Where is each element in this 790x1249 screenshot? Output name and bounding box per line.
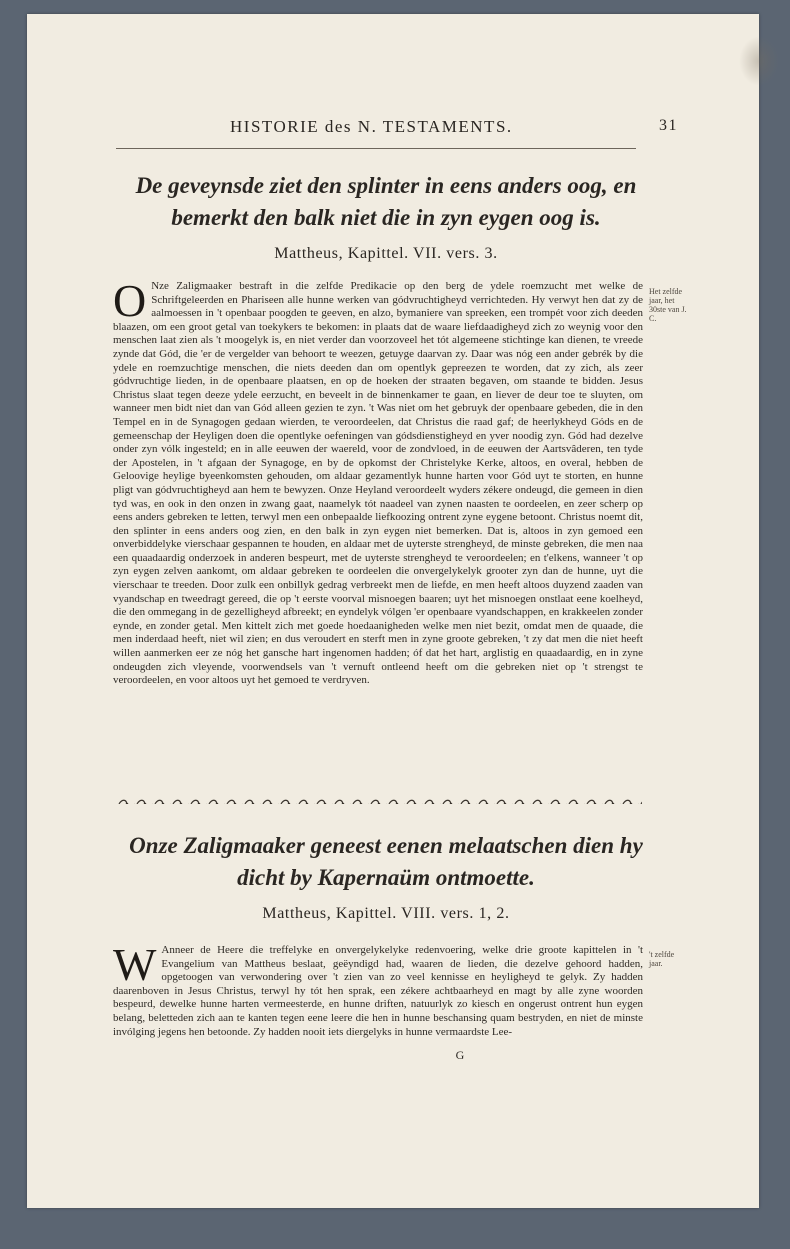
page-number: 31 (659, 117, 678, 134)
section2-text: Anneer de Heere die treffelyke en onvergelykelyke redenvoering, welke drie groote kapittelen in 't Evangelium van Mattheus beslaat, geëyndigd had, waaren de lieden, die dezelve gehoord hadden, opgetoogen van verwondering over 't zien van zo veel kennisse en heyligheyd te gelyk. Zy hadden daarenboven in Jesus Christus, terwyl hy tót hen sprak, een zékere achtbaarheyd en magt by alle zyne woorden bespeurd, dewelke hunne harten vermeesterde, en hunne driften, natuurlyk zo kiesch en ongerust ontrent hun eygen belang, beletteden zich aan te kanten tegen eene leere die hen in hunne beschansing quam bestryden, en niet de minste invólging jegens hen betoonde. Zy hadden nooit iets diergelyks in hunne vermaardste Lee- (113, 944, 643, 1038)
section1-drop-cap: O (113, 275, 147, 326)
section1-heading: De geveynsde ziet den splinter in eens anders oog, en bemerkt den balk niet die in zyn eygen oog is. (135, 173, 637, 230)
ornament-svg (118, 799, 642, 804)
decorative-border (118, 794, 642, 804)
section1-margin-note: Het zelfde jaar, het 30ste van J. C. (649, 287, 687, 323)
section2-reference: Mattheus, Kapittel. VIII. vers. 1, 2. (262, 905, 510, 922)
header-rule (116, 148, 636, 149)
section2-heading: Onze Zaligmaaker geneest eenen melaatschen dien hy dicht by Kapernaüm ontmoette. (129, 833, 643, 890)
section2-drop-cap: W (113, 939, 157, 990)
paper-stain (739, 36, 779, 86)
section2-margin-note: 't zelfde jaar. (649, 950, 675, 968)
section2-body (113, 939, 643, 1039)
section1-text: Nze Zaligmaaker bestraft in die zelfde Predikacie op den berg de ydele roemzucht met welke de Schriftgeleerden en Phariseen alle hunne werken van gódvruchtigheyd verrichteden. Hy verwyt hen dat zy de aalmoessen in 't openbaar poogden te geeven, en alzo, bymaniere van spreeken, een trompét voor zich deeden blaazen, om een groot getal van toekykers te bekomen: in plaats dat de waare liefdaadigheyd zich zo weynig voor den menschen laat zien als 't moogelyk is, en niet verder dan voorzoveel het tót algemeene stichtinge kan dienen, te vreede zynde dat Gód, die 'er de vergelder van behoort te weezen, getuyge daarvan zy. Daar was nóg een ander gebrék by die ydele en roemzuchtige menschen, die niets deeden dan om opentlyk gepreezen te worden, dat zy zich, als zeer gódvruchtige lieden, in de openbaare plaatsen, en op de hoeken der straaten begaven, om staande te bidden. Jesus Christus slaat tegen deeze ydele eerzucht, en beveelt in de binnenkamer te gaan, en liever de deur toe te sluyten, om wanneer men bidt niet dan van Gód alleen gezien te zyn. 't Was niet om het gebruyk der openbaare gebeden, die in den Tempel en in de Synagogen gedaan wierden, te veroordeelen, dat Christus die raad gaf; de heerlykheyd Góds en de gemeenschap der Heyligen doen die opentlyke oefeningen van gódsdienstigheyd en yver noodig zyn. Gód had dezelve onder zyn vólk ingesteld; en in alle eeuwen der waereld, voor de zondvloed, in de eeuwen der Aartsvâderen, ten tyde der Apostelen, in 't afgaan der Synagoge, en by de opkomst der Christelyke Kerke, altoos, en overal, hebben de Geloovige heylige byeenkomsten gehouden, om aldaar gezamentlyk hunne harten voor Gód uyt te storten, en hunne pligt van gódvruchtigheyd aan hem te bewyzen. Onze Heyland veroordeelt wyders zékere ondeugd, die gemeen in dien tyd was, en ook in den onzen in zwang gaat, naamelyk tót naadeel van zynen naasten te oordeelen, en zeer scherp op eens anders gebreken te letten, terwyl men een onbepaalde liefkoozing ontrent zyne eygene betoont. Christus noemt dit, den splinter in eens anders oog zien, en den balk in zyn eygen niet bemerken. Dat is, altoos in zyn gemoed een onverbiddelyke vierschaar gespannen te houden, en aldaar met de uyterste strengheyd, de minste gebreken, die men naa een quaadaardig onderzoek in anderen bespeurt, met de uyterste strengheyd te veroordeelen; en t'elkens, wanneer 't op zyn eygen zelven aankomt, om aldaar gebreken te oordeelen die onvergelykelyk grooter zyn dan de hunne, uyt die vierschaar te treeden. Door zulk een onbillyk gedrag verbreekt men de liefde, en men heeft altoos duyzend zaaden van vyandschap en tweedragt gereed, die op 't eerste voorval misnoegen baaren; uyt het misnoegen onstlaat eene koelheyd, die den ommegang in de gezelligheyd afbreekt; en eyndelyk vólgen 'er openbaare vyandschappen, en krakkeelen zonder eynde, en zonder getal. Men kittelt zich met goede hoedaanigheden welke men niet bezit, omdat men de quaade, die men inderdaad heeft, niet wil zien; en dus veroudert en sterft men in zyne groote gebreken, 't zy dat men die niet heeft willen aanmerken eer ze nóg het gansche hart ingenomen hadden; óf dat het hart, arglistig en quaadaardig, en in zyne ondeugden zich vleyende, voorwendsels van 't vernuft ontleend heeft om die gebreken niet op 't strengst te veroordeelen, en voor altoos uyt het gemoed te verdryven. (113, 280, 643, 687)
section1-body (113, 275, 643, 688)
signature-mark: G (455, 1048, 465, 1062)
header-title: HISTORIE des N. TESTAMENTS. (230, 117, 513, 136)
section1-reference: Mattheus, Kapittel. VII. vers. 3. (274, 245, 498, 262)
running-header (230, 117, 678, 137)
